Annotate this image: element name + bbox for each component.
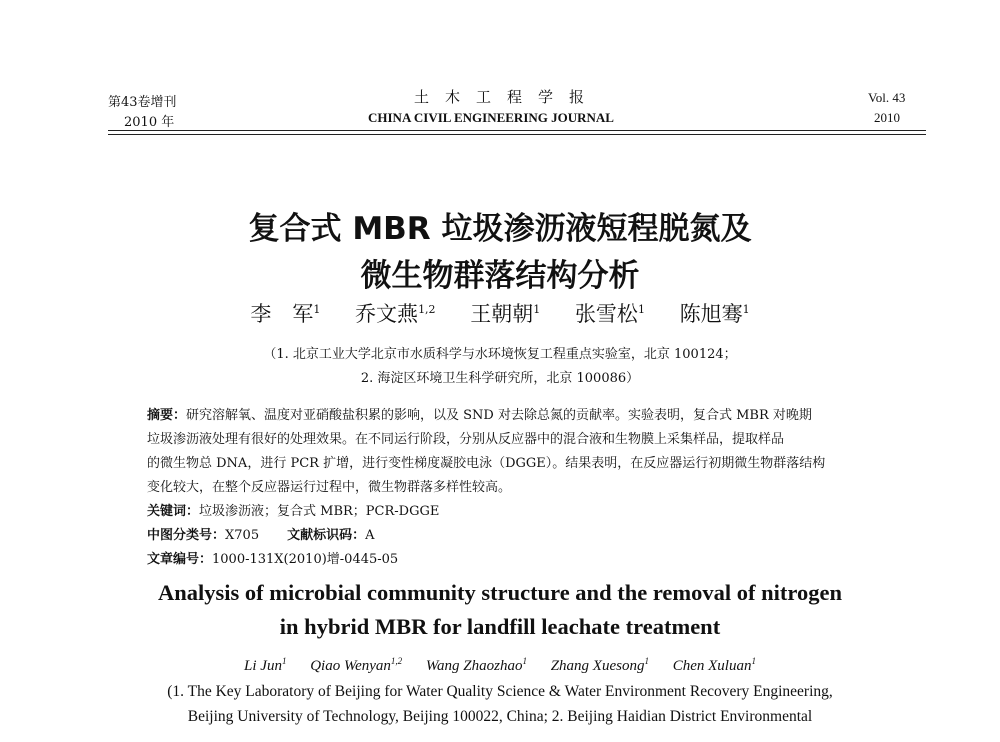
authors-en [0,656,1000,675]
abstract-line: 垃圾渗沥液处理有很好的处理效果。在不同运行阶段，分别从反应器中的混合液和生物膜上采集样品，提取样品 [147,432,785,447]
keywords-label: 关键词： [147,504,200,519]
author-cn: 陈旭骞$^1$ [679,302,750,326]
title-cn-line-1: 复合式 MBR 垃圾渗沥液短程脱氮及 [248,211,752,247]
year-cn: 2010 年 [124,115,175,130]
journal-title-en: CHINA CIVIL ENGINEERING JOURNAL [368,110,614,125]
author-en: Wang Zhaozhao$^1$ [425,656,527,674]
abstract-label: 摘要： [147,408,187,423]
abstract-line: 的微生物总 DNA，进行 PCR 扩增，进行变性梯度凝胶电泳（DGGE）。结果表明，在反应器运行初期微生物群落结构 [147,456,826,471]
journal-title-cn: 土木工程学报 [414,88,601,106]
volume-issue: 第43卷增刊 [108,95,177,110]
header-rule-bottom [108,134,926,135]
author-cn: 张雪松$^1$ [574,302,645,326]
author-cn: 王朝朝$^1$ [470,302,541,326]
classification: 中图分类号：X705 文献标识码：A [147,528,375,543]
author-en: Chen Xuluan$^1$ [672,656,756,674]
keywords: 关键词：垃圾渗沥液；复合式 MBR；PCR-DGGE [147,504,440,519]
title-en-line-2: in hybrid MBR for landfill leachate treatment [279,614,721,639]
affiliation-cn-line-1: （1. 北京工业大学北京市水质科学与水环境恢复工程重点实验室，北京 100124； [263,347,737,362]
clc-label: 中图分类号： [147,528,226,543]
author-en: Li Jun$^1$ [244,656,287,674]
affiliation-en-line-1: (1. The Key Laboratory of Beijing for Water Quality Science & Water Environment Recovery Engineering, [167,683,833,700]
doc-code-label: 文献标识码： [287,528,366,543]
article-number: 文章编号：1000-131X(2010)增-0445-05 [147,552,399,567]
affiliation-en-line-2: Beijing University of Technology, Beijing 100022, China; 2. Beijing Haidian District Environmental [187,708,813,725]
authors-cn [0,298,1000,328]
author-en: Qiao Wenyan$^{1,2}$ [310,656,403,674]
abstract-line: 变化较大，在整个反应器运行过程中，微生物群落多样性较高。 [147,480,512,495]
author-en: Zhang Xuesong$^1$ [550,656,649,674]
abstract-line: 摘要：研究溶解氧、温度对亚硝酸盐积累的影响，以及 SND 对去除总氮的贡献率。实验表明，复合式 MBR 对晚期 [147,408,812,423]
volume-en: Vol. 43 [868,90,906,105]
year-en: 2010 [874,110,900,125]
header-rule-top [108,130,926,131]
title-en-line-1: Analysis of microbial community structure and the removal of nitrogen [158,580,842,605]
author-cn: 李 军$^1$ [250,302,321,326]
author-cn: 乔文燕$^{1,2}$ [355,302,436,326]
affiliation-cn-line-2: 2. 海淀区环境卫生科学研究所，北京 100086） [360,371,640,386]
title-cn-line-2: 微生物群落结构分析 [360,258,640,294]
article-number-label: 文章编号： [147,552,213,567]
